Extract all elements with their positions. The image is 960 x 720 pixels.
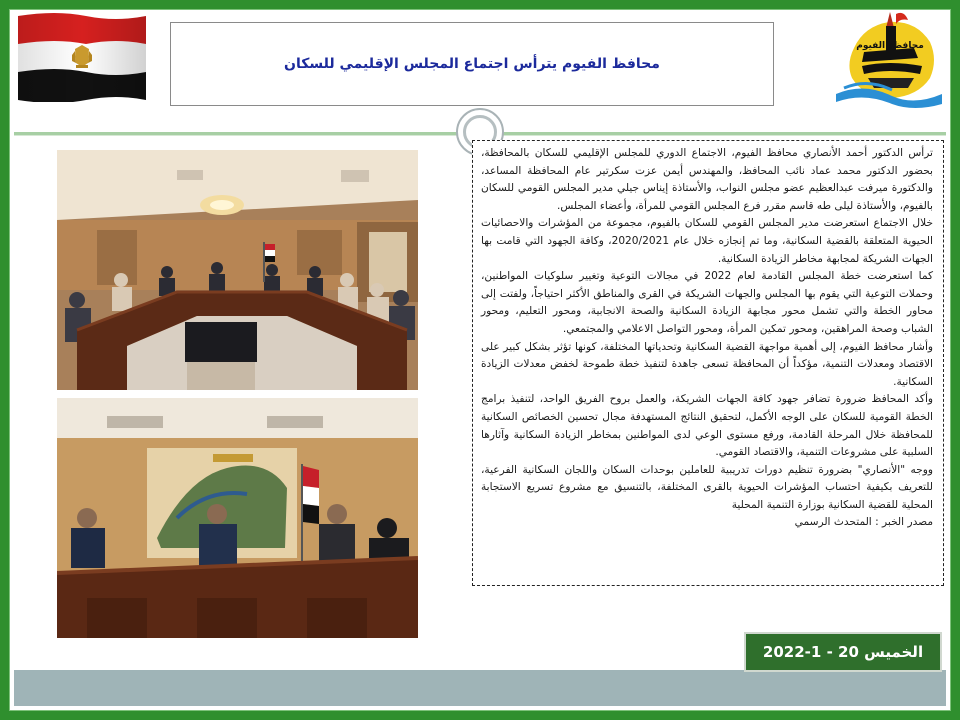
article-paragraph: خلال الاجتماع استعرضت مدير المجلس القومي للسكان بالفيوم، مجموعة من المؤشرات والاحصائيات الحيوية المتعلقة بالقضية السكانية، وما تم إنجازه خلال عام 2020/2021، وكافة الجهود التي قامت بها الجهات الشريكة لمجابهة مخاطر الزيادة السكانية. xyxy=(481,217,933,265)
page-title: محافظ الفيوم يترأس اجتماع المجلس الإقليمي للسكان xyxy=(284,56,660,72)
article-paragraph: ووجه "الأنصاري" بضرورة تنظيم دورات تدريبية للعاملين بوحدات السكان واللجان السكانية الفرعية، للتعريف بكيفية احتساب المؤشرات الحيوية بالقرى المختلفة، بالتنسيق مع مشروع تسريع الاستجابة المحلية للقضية السكانية بوزارة التنمية المحلية xyxy=(481,463,933,511)
article-paragraph: كما استعرضت خطة المجلس القادمة لعام 2022 في مجالات التوعية وتغيير سلوكيات المواطنين، وحملات التوعية التي يقوم بها المجلس والجهات الشريكة في القرى والمناطق الأكثر احتياجاً، ولفتت إلى محاور الخطة والتي تشمل محور مجابهة الزيادة السكانية والصحة الانجابية، ومحور التعليم، ومحور الشباب وصحة المراهقين، ومحور تمكين المرأة، ومحور التواصل الاعلامي والمجتمعي. xyxy=(481,270,933,335)
egypt-flag-image xyxy=(16,10,148,102)
logo-text: محافظة الفيوم xyxy=(856,41,924,51)
meeting-photo-2 xyxy=(57,398,418,638)
header-title-box xyxy=(170,22,774,106)
article-paragraph: وأشار محافظ الفيوم، إلى أهمية مواجهة القضية السكانية وتحدياتها المختلفة، كونها تؤثر بشكل كبير على الاقتصاد ومعدلات التنمية، مؤكداً أن المحافظة تسعى جاهدة لتنفيذ خطة طموحة لخفض معدلات الزيادة السكانية. xyxy=(481,340,933,388)
article-body-box xyxy=(472,140,944,586)
date-text: الخميس 20 - 1-2022 xyxy=(762,643,924,661)
date-badge xyxy=(744,632,942,672)
article-paragraph: ترأس الدكتور أحمد الأنصاري محافظ الفيوم، الاجتماع الدوري للمجلس الإقليمي للسكان بالمحافظة، بحضور الدكتور محمد عماد نائب المحافظ، والمهندس أيمن عزت سكرتير عام المحافظة المساعد، والدكتورة ميرفت عبدالعظيم عضو مجلس النواب، والأستاذة إيناس جيلي مدير المجلس القومي للسكان بالفيوم، والأستاذة ليلى طه قاسم مقرر فرع المجلس القومي للمرأة، وأعضاء المجلس. xyxy=(481,147,933,212)
footer-band xyxy=(14,670,946,706)
article-source: مصدر الخبر : المتحدث الرسمي xyxy=(794,516,933,529)
article-body xyxy=(481,145,933,532)
article-paragraph: وأكد المحافظ ضرورة تضافر جهود كافة الجهات الشريكة، والعمل بروح الفريق الواحد، لتنفيذ برامج الخطة القومية للسكان على الوجه الأكمل، لتحقيق النتائج المستهدفة مجال تحسين الخصائص السكانية للمحافظة خلال المرحلة القادمة، ورفع مستوى الوعي لدى المواطنين بمخاطر الزيادة السكانية وآثارها السلبية على مشروعات التنمية، والاقتصاد القومي. xyxy=(481,393,933,459)
meeting-photo-1 xyxy=(57,150,418,390)
fayoum-governorate-logo xyxy=(834,8,944,110)
